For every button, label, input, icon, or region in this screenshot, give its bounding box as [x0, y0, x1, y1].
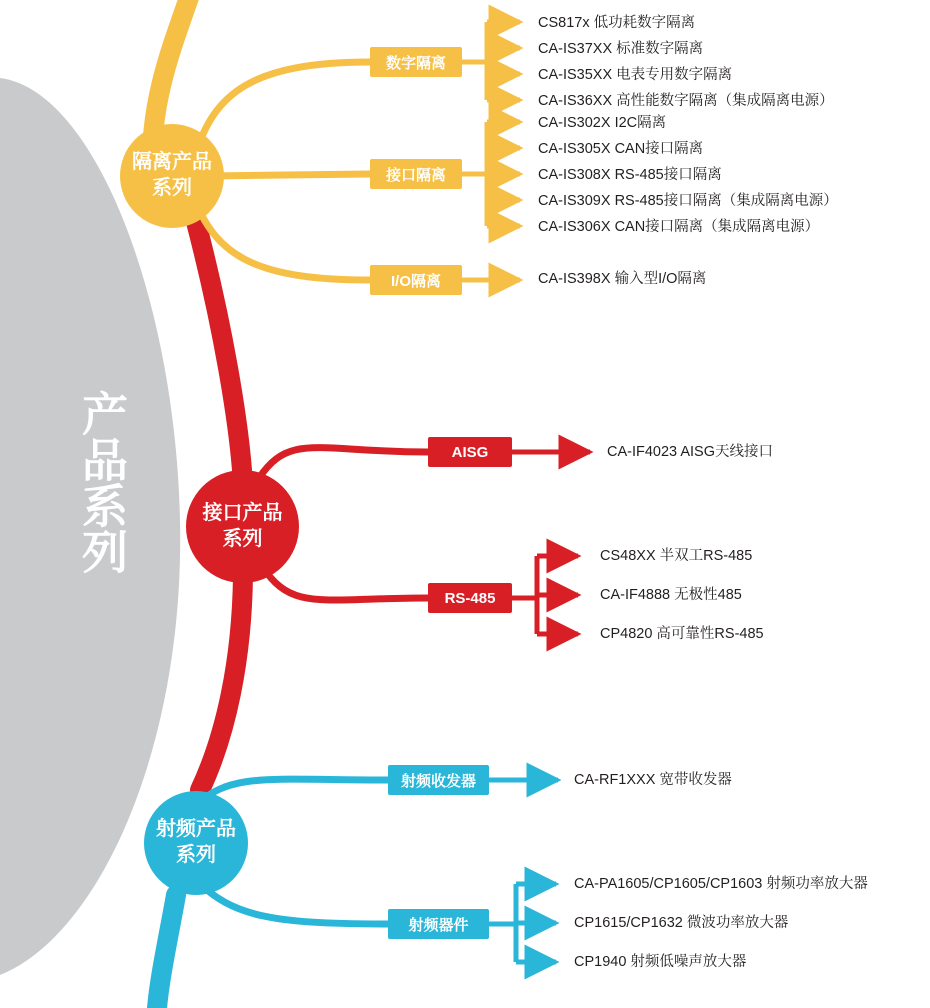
category-interface-isolation[interactable] [370, 159, 462, 189]
category-aisg-label: AISG [451, 443, 489, 461]
leaf-item: CS48XX 半双工RS-485 [600, 548, 753, 564]
leaf-item: CP1615/CP1632 微波功率放大器 [574, 915, 789, 931]
node-isolation-line2: 系列 [152, 177, 192, 199]
leaf-item: CA-IS302X I2C隔离 [538, 115, 667, 131]
leaf-item: CA-IS36XX 高性能数字隔离（集成隔离电源） [538, 93, 834, 109]
leaf-item: CA-IS308X RS-485接口隔离 [538, 167, 722, 183]
node-interface[interactable] [186, 470, 299, 583]
node-isolation[interactable] [120, 124, 224, 228]
node-rf-line1: 射频产品 [156, 818, 236, 841]
category-rf-transceiver-label: 射频收发器 [400, 772, 476, 790]
leaf-item: CP1940 射频低噪声放大器 [574, 954, 747, 970]
node-interface-line1: 接口产品 [202, 501, 283, 524]
leaf-item: CA-IS305X CAN接口隔离 [538, 141, 704, 157]
node-rf[interactable] [144, 791, 248, 895]
leaf-item: CP4820 高可靠性RS-485 [600, 626, 764, 642]
category-rs485[interactable] [428, 583, 512, 613]
leaf-item: CA-IS398X 输入型I/O隔离 [538, 271, 707, 287]
category-io-isolation[interactable] [370, 265, 462, 295]
leaf-item: CA-IS35XX 电表专用数字隔离 [538, 67, 733, 83]
leaf-item: CA-IS309X RS-485接口隔离（集成隔离电源） [538, 193, 838, 209]
leaf-item: CA-IF4023 AISG天线接口 [607, 444, 773, 460]
category-aisg[interactable] [428, 437, 512, 467]
category-digital-isolation[interactable] [370, 47, 462, 77]
category-digital-isolation-label: 数字隔离 [385, 54, 446, 72]
category-interface-isolation-label: 接口隔离 [385, 166, 446, 184]
category-rf-devices-label: 射频器件 [408, 916, 469, 934]
node-isolation-line1: 隔离产品 [132, 151, 212, 174]
category-rs485-label: RS-485 [444, 589, 496, 607]
category-rf-transceiver[interactable] [388, 765, 489, 795]
category-rf-devices[interactable] [388, 909, 489, 939]
leaf-item: CA-IS306X CAN接口隔离（集成隔离电源） [538, 219, 820, 235]
node-rf-line2: 系列 [176, 844, 216, 866]
leaf-item: CA-IF4888 无极性485 [600, 587, 742, 603]
node-interface-line2: 系列 [222, 527, 263, 550]
diagram-title-vertical: 产品系列 [76, 390, 128, 574]
leaf-item: CA-RF1XXX 宽带收发器 [574, 772, 732, 788]
category-io-isolation-label: I/O隔离 [390, 272, 441, 290]
leaf-item: CA-PA1605/CP1605/CP1603 射频功率放大器 [574, 876, 868, 892]
leaf-item: CA-IS37XX 标准数字隔离 [538, 41, 704, 57]
leaf-item: CS817x 低功耗数字隔离 [538, 15, 696, 31]
